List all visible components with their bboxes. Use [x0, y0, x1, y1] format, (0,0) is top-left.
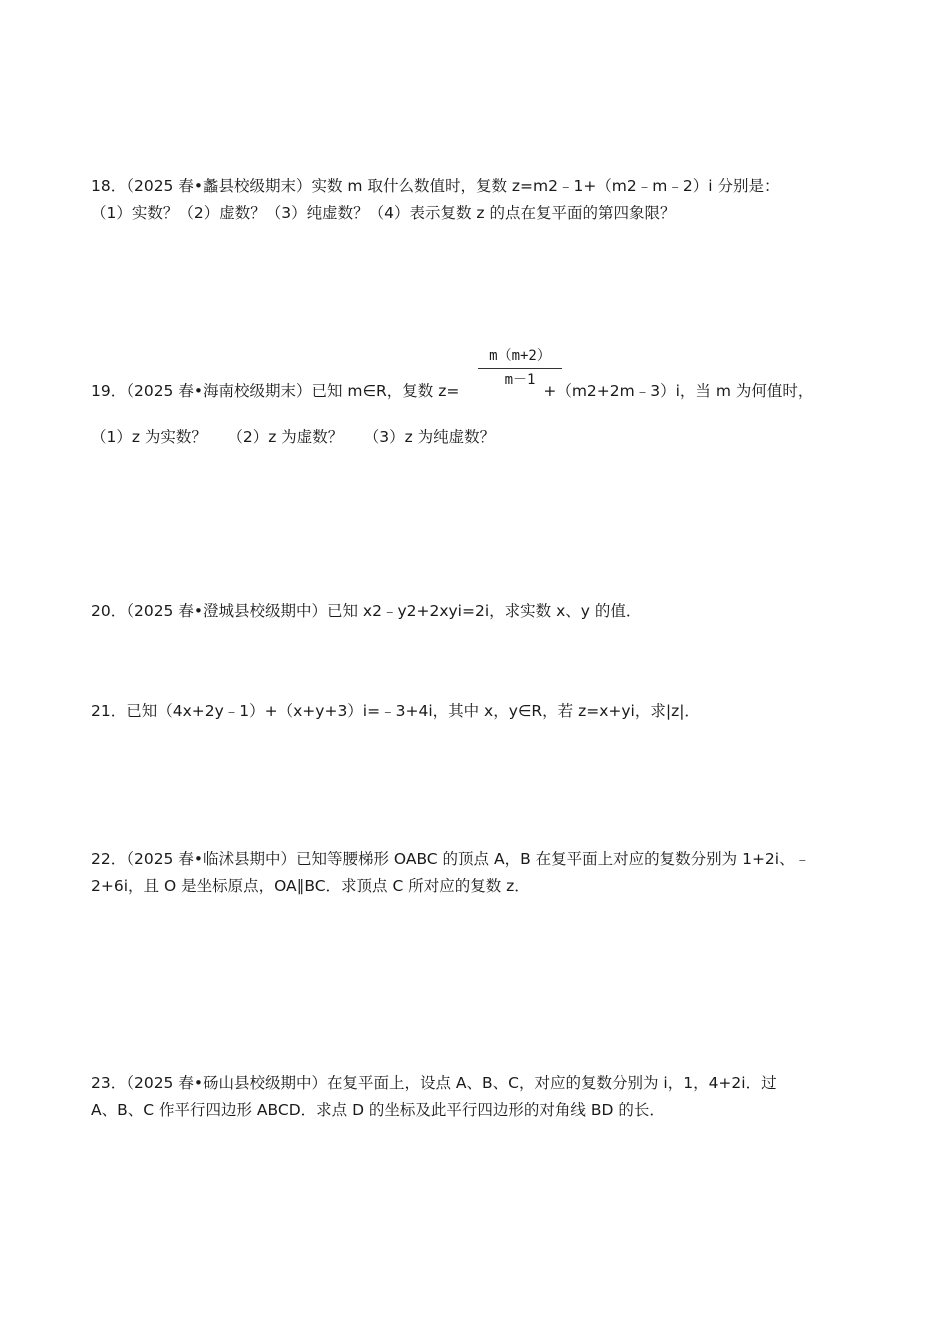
problem-23-line-2: A、B、C 作平行四边形 ABCD．求点 D 的坐标及此平行四边形的对角线 BD 的长． — [91, 1101, 665, 1119]
problem-21-line-1: 21．已知（4x+2y﹣1）+（x+y+3）i=﹣3+4i，其中 x，y∈R，若 z=x+yi，求|z|． — [91, 702, 700, 720]
problem-18-line-2: （1）实数？（2）虚数？（3）纯虚数？（4）表示复数 z 的点在复平面的第四象限？ — [91, 204, 676, 222]
problem-18-line-1: 18．（2025 春•蠡县校级期末）实数 m 取什么数值时，复数 z=m2﹣1+（m2﹣m﹣2）i 分别是： — [91, 177, 780, 195]
problem-22-line-2: 2+6i，且 O 是坐标原点，OA∥BC．求顶点 C 所对应的复数 z． — [91, 877, 530, 895]
problem-19-line-1 — [91, 380, 813, 402]
fraction-bar — [478, 368, 562, 369]
problem-22-line-1: 22．（2025 春•临沭县期中）已知等腰梯形 OABC 的顶点 A，B 在复平面上对应的复数分别为 1+2i、﹣ — [91, 850, 811, 868]
fraction-numerator: m（m+2） — [489, 348, 551, 364]
fraction-denominator: m－1 — [504, 372, 536, 388]
problem-19-line-2: （1）z 为实数？ （2）z 为虚数？ （3）z 为纯虚数？ — [91, 428, 496, 446]
problem-19-suffix: +（m2+2m﹣3）i，当 m 为何值时， — [543, 382, 814, 400]
problem-20-line-1: 20．（2025 春•澄城县校级期中）已知 x2﹣y2+2xyi=2i，求实数 x、y 的值． — [91, 602, 642, 620]
problem-19-prefix: 19．（2025 春•海南校级期末）已知 m∈R，复数 z= — [91, 382, 460, 400]
fraction — [478, 346, 562, 391]
problem-23-line-1: 23．（2025 春•砀山县校级期中）在复平面上，设点 A、B、C，对应的复数分别为 i，1，4+2i．过 — [91, 1074, 777, 1092]
